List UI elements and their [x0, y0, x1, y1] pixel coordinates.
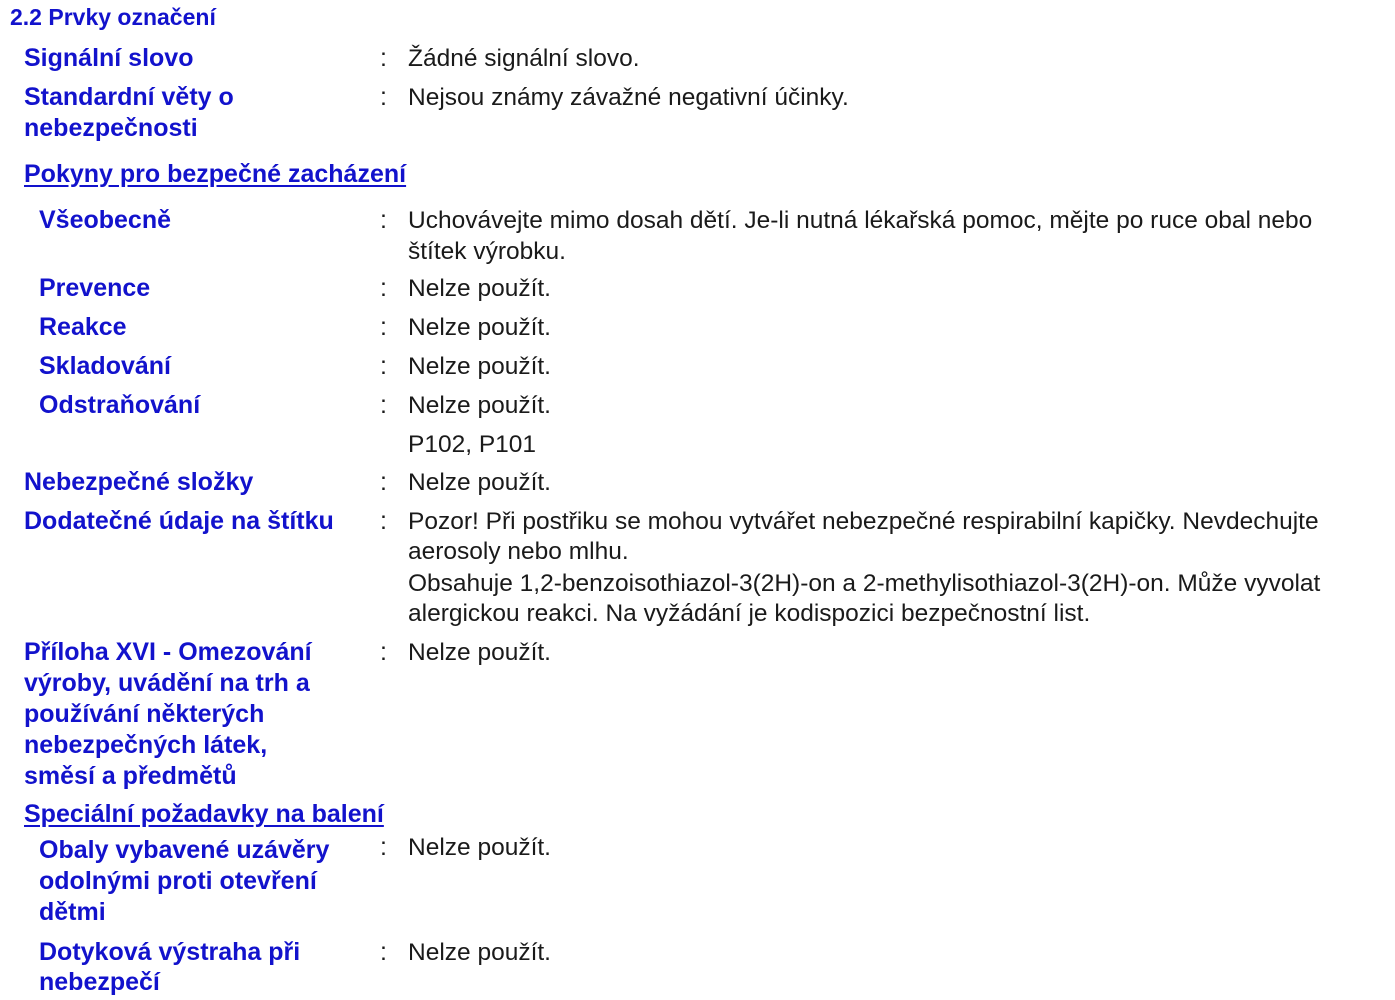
- label-tactile-2: nebezpečí: [39, 968, 160, 996]
- label-annex-2: výroby, uvádění na trh a: [24, 669, 310, 697]
- label-tactile-1: Dotyková výstraha při: [39, 938, 301, 966]
- value-disposal: Nelze použít.: [408, 392, 551, 419]
- colon: :: [380, 938, 387, 966]
- value-supplemental-1: Pozor! Při postřiku se mohou vytvářet nebezpečné respirabilní kapičky. Nevdechujte: [408, 508, 1319, 535]
- heading-precautionary: Pokyny pro bezpečné zacházení: [24, 160, 407, 188]
- colon: :: [380, 833, 387, 861]
- label-response: Reakce: [39, 313, 127, 341]
- label-annex-4: nebezpečných látek,: [24, 731, 268, 759]
- label-annex-5: směsí a předmětů: [24, 762, 237, 790]
- label-annex-3: používání některých: [24, 700, 265, 728]
- value-tactile: Nelze použít.: [408, 939, 551, 966]
- value-hazardous-ingredients: Nelze použít.: [408, 469, 551, 496]
- value-hazard-statements: Nejsou známy závažné negativní účinky.: [408, 84, 849, 111]
- colon: :: [380, 274, 387, 302]
- label-hazardous-ingredients: Nebezpečné složky: [24, 468, 254, 496]
- section-title: 2.2 Prvky označení: [10, 4, 216, 30]
- colon: :: [380, 206, 387, 234]
- value-prevention: Nelze použít.: [408, 275, 551, 302]
- label-closures-1: Obaly vybavené uzávěry: [39, 836, 330, 864]
- heading-packaging: Speciální požadavky na balení: [24, 800, 384, 828]
- value-annex: Nelze použít.: [408, 639, 551, 666]
- label-supplemental: Dodatečné údaje na štítku: [24, 507, 334, 535]
- colon: :: [380, 313, 387, 341]
- label-closures-2: odolnými proti otevření: [39, 867, 317, 895]
- label-annex-1: Příloha XVI - Omezování: [24, 638, 312, 666]
- value-closures: Nelze použít.: [408, 834, 551, 861]
- label-closures-3: dětmi: [39, 898, 106, 926]
- value-storage: Nelze použít.: [408, 353, 551, 380]
- colon: :: [380, 391, 387, 419]
- colon: :: [380, 44, 387, 72]
- label-signal-word: Signální slovo: [24, 44, 194, 72]
- label-prevention: Prevence: [39, 274, 151, 302]
- value-supplemental-2: aerosoly nebo mlhu.: [408, 538, 629, 565]
- value-general-1: Uchovávejte mimo dosah dětí. Je-li nutná lékařská pomoc, mějte po ruce obal nebo: [408, 207, 1313, 234]
- colon: :: [380, 468, 387, 496]
- colon: :: [380, 352, 387, 380]
- label-hazard-statements: Standardní věty o: [24, 83, 234, 111]
- value-supplemental-3: Obsahuje 1,2-benzoisothiazol-3(2H)-on a 2-methylisothiazol-3(2H)-on. Může vyvolat: [408, 570, 1321, 597]
- label-hazard-statements-2: nebezpečnosti: [24, 114, 198, 142]
- label-storage: Skladování: [39, 352, 171, 380]
- colon: :: [380, 83, 387, 111]
- value-supplemental-4: alergickou reakci. Na vyžádání je kodispozici bezpečnostní list.: [408, 600, 1091, 627]
- label-disposal: Odstraňování: [39, 391, 201, 419]
- colon: :: [380, 507, 387, 535]
- value-p-codes: P102, P101: [408, 431, 537, 458]
- value-general-2: štítek výrobku.: [408, 238, 566, 265]
- label-general: Všeobecně: [39, 206, 172, 234]
- value-response: Nelze použít.: [408, 314, 551, 341]
- colon: :: [380, 638, 387, 666]
- value-signal-word: Žádné signální slovo.: [408, 45, 640, 72]
